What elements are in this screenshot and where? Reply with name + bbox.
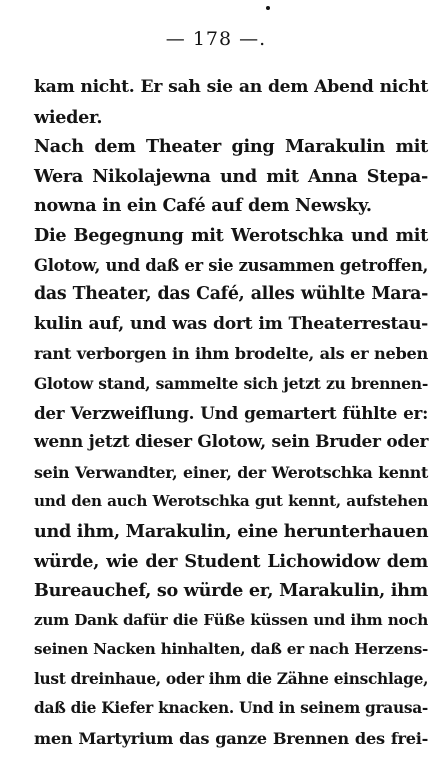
page-number: — 178 —. (165, 28, 267, 50)
text-line: würde, wie der Student Lichowidow dem (34, 550, 428, 572)
text-line: rant verborgen in ihm brodelte, als er neben (34, 344, 428, 364)
text-line: men Martyrium das ganze Brennen des frei- (34, 729, 428, 749)
text-line: wieder. (34, 106, 103, 128)
text-line: zum Dank dafür die Füße küssen und ihm noch (34, 610, 428, 629)
text-line: Nach dem Theater ging Marakulin mit (34, 136, 428, 158)
text-line: sein Verwandter, einer, der Werotschka kennt (34, 462, 428, 482)
text-line: kulin auf, und was dort im Theaterrestau- (34, 313, 428, 334)
text-line: nowna in ein Café auf dem Newsky. (34, 195, 372, 217)
text-line: kam nicht. Er sah sie an dem Abend nicht (34, 77, 428, 97)
text-line: der Verzweiflung. Und gemartert fühlte er: (34, 402, 428, 423)
ink-dot (266, 6, 270, 10)
text-line: Glotow, und daß er sie zusammen getroffen, (34, 255, 428, 275)
text-line: daß die Kiefer knacken. Und in seinem grausa- (34, 699, 428, 718)
text-line: das Theater, das Café, alles wühlte Mara- (34, 284, 428, 305)
text-line: Bureauchef, so würde er, Marakulin, ihm (34, 580, 428, 602)
text-line: lust dreinhaue, oder ihm die Zähne einschlage, (34, 669, 429, 688)
text-line: Wera Nikolajewna und mit Anna Stepa- (34, 165, 428, 187)
text-line: wenn jetzt dieser Glotow, sein Bruder oder (34, 432, 429, 453)
body-text (34, 73, 428, 754)
text-line: und den auch Werotschka gut kennt, aufstehen (34, 492, 428, 511)
text-line: und ihm, Marakulin, eine herunterhauen (34, 520, 429, 542)
text-line: Die Begegnung mit Werotschka und mit (34, 224, 428, 246)
text-line: seinen Nacken hinhalten, daß er nach Herzens- (34, 640, 428, 659)
text-line: Glotow stand, sammelte sich jetzt zu brennen- (34, 373, 428, 393)
